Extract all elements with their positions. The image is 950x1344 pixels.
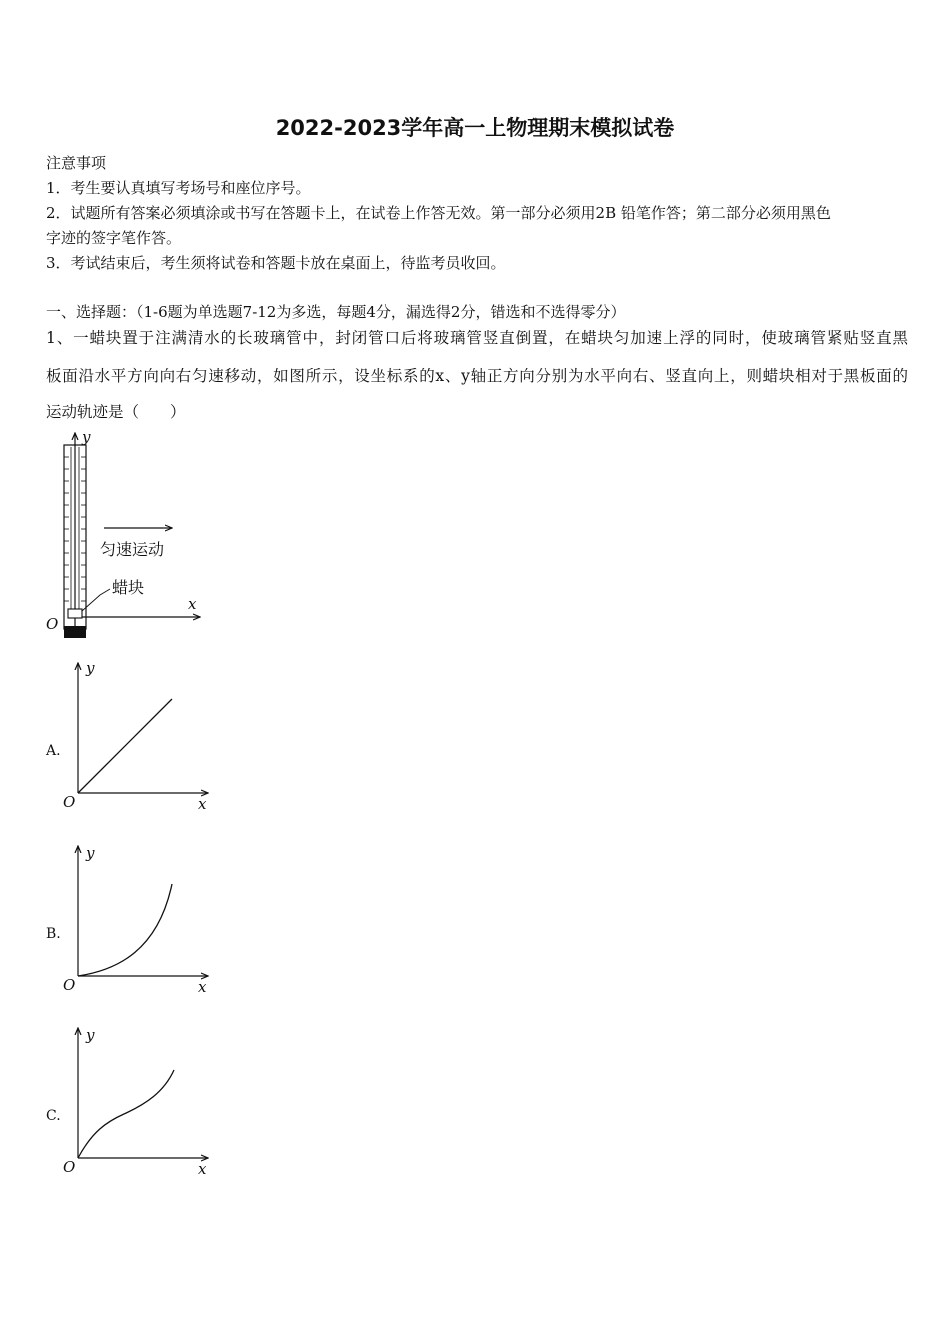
notice-item-1: 1．考生要认真填写考场号和座位序号。 bbox=[46, 179, 311, 197]
option-b-trajectory bbox=[78, 884, 172, 976]
figure-x-label: x bbox=[188, 595, 197, 613]
option-b-x-label: x bbox=[198, 978, 207, 996]
option-c-y-label: y bbox=[86, 1026, 95, 1044]
question-1-figure bbox=[40, 425, 220, 647]
option-c-origin-label: O bbox=[63, 1158, 76, 1176]
question-1-line-1: 1、一蜡块置于注满清水的长玻璃管中，封闭管口后将玻璃管竖直倒置，在蜡块匀加速上浮的同时，使玻璃管紧贴竖直黑 bbox=[46, 329, 908, 347]
question-1-line-2: 板面沿水平方向向右匀速移动，如图所示，设坐标系的x、y轴正方向分别为水平向右、竖直向上，则蜡块相对于黑板面的 bbox=[46, 367, 908, 385]
tube-stopper bbox=[64, 626, 86, 638]
notice-item-2: 2．试题所有答案必须填涂或书写在答题卡上，在试卷上作答无效。第一部分必须用2B 铅笔作答；第二部分必须用黑色 bbox=[46, 204, 831, 222]
option-a-label[interactable]: A. bbox=[46, 743, 61, 759]
notice-item-3: 3．考试结束后，考生须将试卷和答题卡放在桌面上，待监考员收回。 bbox=[46, 254, 506, 272]
option-a-graph[interactable] bbox=[58, 657, 218, 817]
figure-y-label: y bbox=[82, 428, 91, 446]
option-b-y-label: y bbox=[86, 844, 95, 862]
option-c-label[interactable]: C. bbox=[46, 1108, 61, 1124]
notice-item-2-cont: 字迹的签字笔作答。 bbox=[46, 229, 182, 247]
option-a-trajectory bbox=[78, 699, 172, 793]
option-b-label[interactable]: B. bbox=[46, 926, 61, 942]
option-a-x-label: x bbox=[198, 795, 207, 813]
option-a-y-label: y bbox=[86, 659, 95, 677]
option-a-origin-label: O bbox=[63, 793, 76, 811]
wax-block bbox=[68, 609, 82, 618]
notice-heading: 注意事项 bbox=[46, 154, 107, 172]
option-c-trajectory bbox=[78, 1070, 174, 1158]
option-c-graph[interactable] bbox=[58, 1022, 218, 1182]
page-title: 2022-2023学年高一上物理期末模拟试卷 bbox=[275, 116, 675, 140]
option-b-origin-label: O bbox=[63, 976, 76, 994]
question-1-line-3: 运动轨迹是（ ） bbox=[46, 403, 186, 421]
motion-label: 匀速运动 bbox=[100, 540, 165, 559]
block-label: 蜡块 bbox=[112, 578, 145, 597]
section-heading: 一、选择题：（1-6题为单选题7-12为多选，每题4分，漏选得2分，错选和不选得零分） bbox=[46, 303, 626, 321]
figure-origin-label: O bbox=[46, 615, 59, 633]
option-b-graph[interactable] bbox=[58, 840, 218, 1000]
option-c-x-label: x bbox=[198, 1160, 207, 1178]
